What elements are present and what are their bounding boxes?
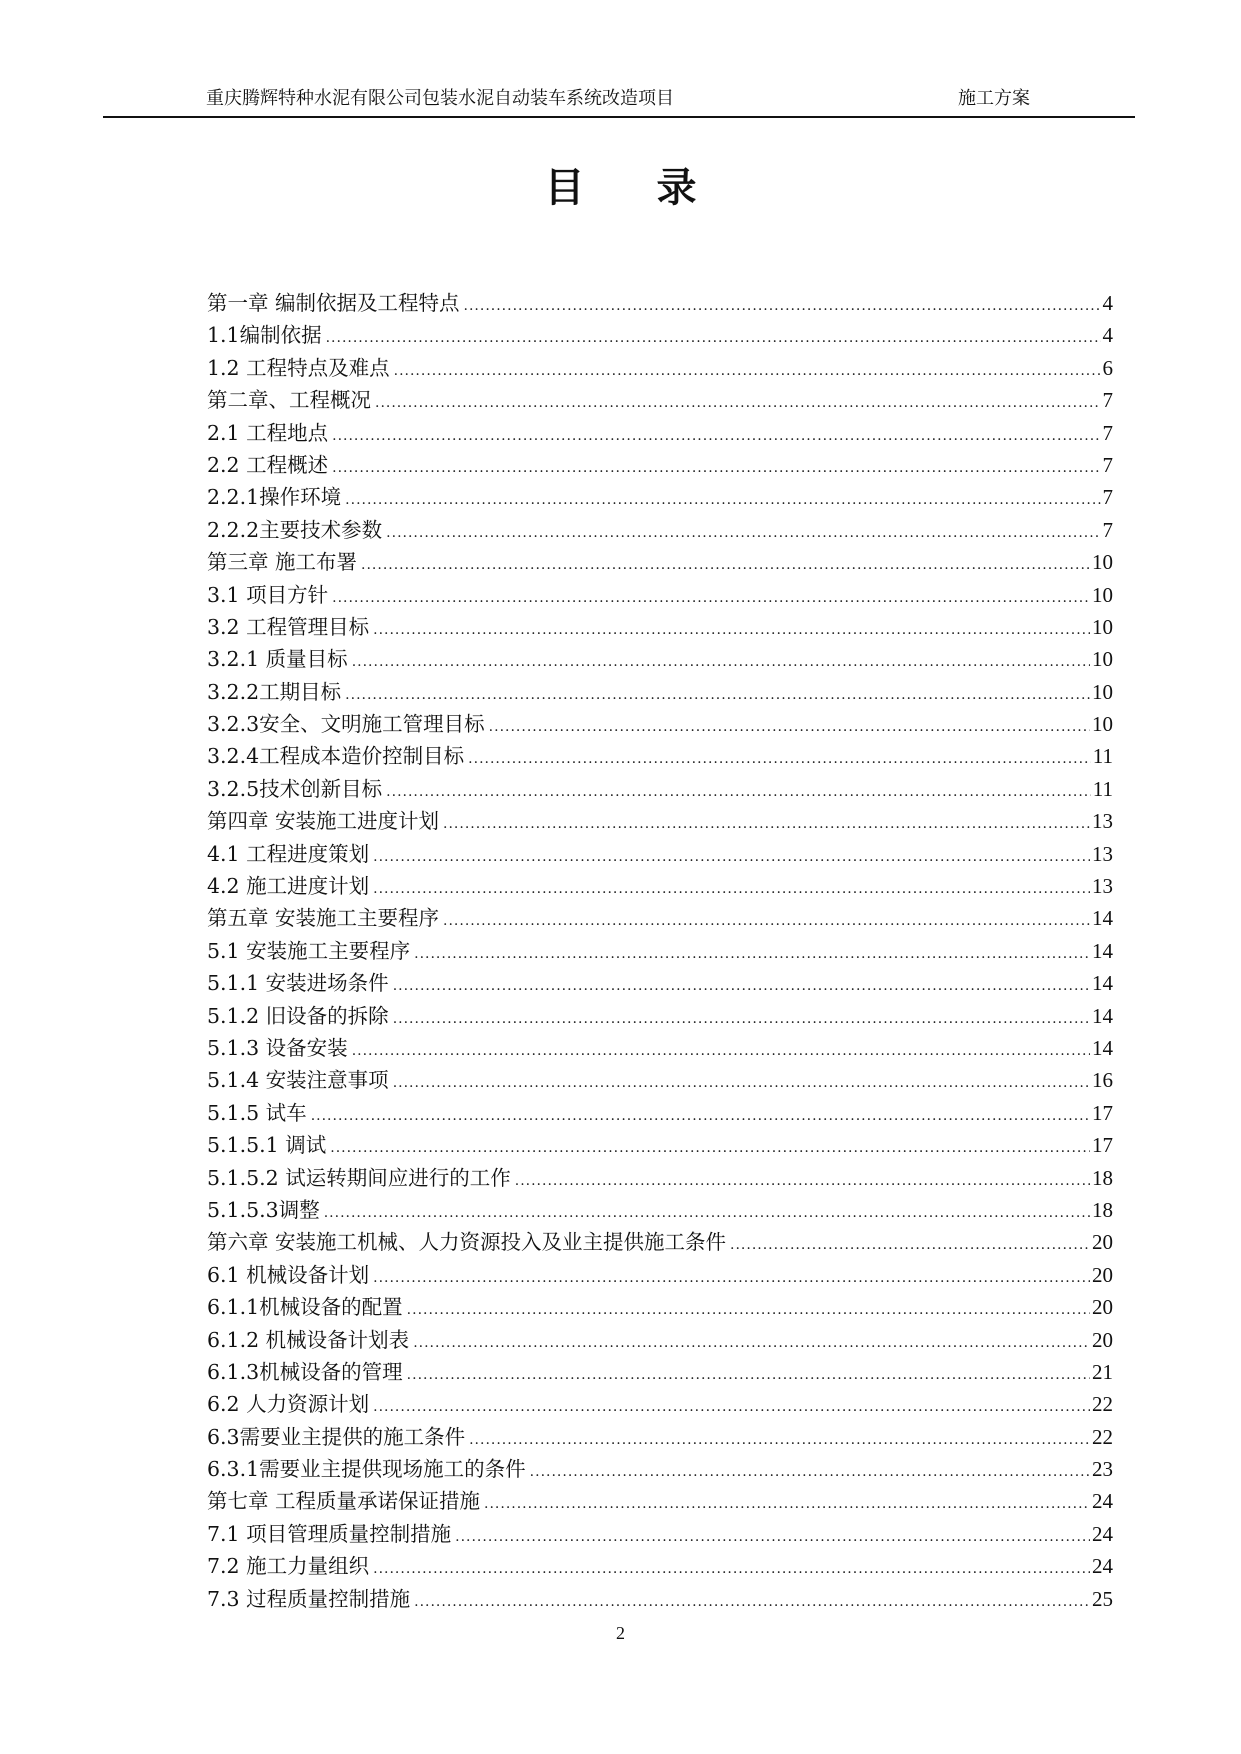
- toc-entry[interactable]: [207, 1162, 1113, 1194]
- toc-entry-label: 3.2.1 质量目标: [207, 647, 348, 672]
- toc-entry-label: 第二章、工程概况: [207, 388, 371, 413]
- toc-entry-page: 4: [1102, 291, 1113, 315]
- toc-entry-page: 13: [1092, 874, 1113, 899]
- toc-entry[interactable]: [207, 287, 1113, 319]
- toc-dot-leader: [469, 1424, 1090, 1456]
- toc-entry-page: 20: [1092, 1262, 1113, 1287]
- toc-entry-label: 6.2 人力资源计划: [207, 1392, 370, 1417]
- toc-entry-page: 25: [1092, 1586, 1113, 1611]
- toc-dot-leader: [345, 484, 1100, 516]
- toc-entry-label: 6.1.2 机械设备计划表: [207, 1327, 410, 1352]
- toc-entry[interactable]: [207, 1388, 1113, 1420]
- header-document-type: 施工方案: [958, 88, 1030, 109]
- toc-title: 目录: [544, 165, 769, 211]
- toc-entry-page: 13: [1092, 809, 1113, 834]
- page-number: 2: [616, 1623, 625, 1643]
- toc-entry[interactable]: [207, 1259, 1113, 1291]
- toc-entry[interactable]: [207, 870, 1113, 902]
- toc-dot-leader: [394, 355, 1101, 387]
- toc-entry-label: 第七章 工程质量承诺保证措施: [207, 1489, 481, 1514]
- toc-entry[interactable]: [207, 1000, 1113, 1032]
- toc-dot-leader: [393, 1067, 1090, 1099]
- toc-entry[interactable]: [207, 449, 1113, 481]
- toc-dot-leader: [324, 1197, 1090, 1229]
- toc-dot-leader: [530, 1456, 1090, 1488]
- toc-dot-leader: [326, 322, 1101, 354]
- toc-entry-label: 4.2 施工进度计划: [207, 874, 370, 899]
- toc-dot-leader: [373, 614, 1090, 646]
- toc-entry[interactable]: [207, 384, 1113, 416]
- toc-entry-page: 20: [1092, 1295, 1113, 1320]
- toc-entry[interactable]: [207, 481, 1113, 513]
- toc-entry-label: 2.2.2主要技术参数: [207, 517, 383, 542]
- toc-entry[interactable]: [207, 319, 1113, 351]
- toc-entry-label: 5.1.2 旧设备的拆除: [207, 1003, 389, 1028]
- toc-entry-page: 14: [1092, 906, 1113, 931]
- toc-entry-page: 16: [1092, 1068, 1113, 1093]
- toc-dot-leader: [352, 1035, 1090, 1067]
- toc-dot-leader: [489, 711, 1090, 743]
- toc-entry[interactable]: [207, 611, 1113, 643]
- toc-entry-label: 1.2 工程特点及难点: [207, 355, 390, 380]
- toc-dot-leader: [332, 582, 1090, 614]
- toc-entry-page: 7: [1102, 452, 1113, 477]
- toc-entry[interactable]: [207, 1356, 1113, 1388]
- toc-entry[interactable]: [207, 1421, 1113, 1453]
- toc-entry-page: 18: [1092, 1197, 1113, 1222]
- toc-dot-leader: [373, 873, 1090, 905]
- toc-entry[interactable]: [207, 1064, 1113, 1096]
- toc-entry-page: 10: [1092, 712, 1113, 737]
- toc-entry-label: 第六章 安装施工机械、人力资源投入及业主提供施工条件: [207, 1230, 727, 1255]
- toc-entry-label: 第一章 编制依据及工程特点: [207, 291, 460, 315]
- toc-entry-label: 6.3.1需要业主提供现场施工的条件: [207, 1457, 526, 1482]
- toc-entry-label: 第三章 施工布署: [207, 550, 358, 575]
- header-project-name: 重庆腾辉特种水泥有限公司包装水泥自动装车系统改造项目: [206, 88, 674, 109]
- toc-entry-page: 10: [1092, 679, 1113, 704]
- toc-entry-label: 3.2 工程管理目标: [207, 614, 370, 639]
- toc-entry-label: 5.1 安装施工主要程序: [207, 938, 411, 963]
- toc-dot-leader: [345, 679, 1090, 711]
- toc-entry-page: 7: [1102, 517, 1113, 542]
- toc-dot-leader: [373, 841, 1090, 873]
- toc-entry-label: 3.2.2工期目标: [207, 679, 342, 704]
- toc-entry[interactable]: [207, 773, 1113, 805]
- toc-entry[interactable]: [207, 643, 1113, 675]
- toc-entry-label: 2.2 工程概述: [207, 452, 329, 477]
- toc-entry-page: 10: [1092, 614, 1113, 639]
- toc-entry[interactable]: [207, 1129, 1113, 1161]
- toc-entry-page: 24: [1092, 1521, 1113, 1546]
- toc-entry-page: 20: [1092, 1230, 1113, 1255]
- toc-entry[interactable]: [207, 740, 1113, 772]
- toc-entry[interactable]: [207, 676, 1113, 708]
- toc-dot-leader: [468, 743, 1091, 775]
- toc-entry-page: 7: [1102, 420, 1113, 445]
- toc-entry-page: 6: [1102, 355, 1113, 380]
- toc-dot-leader: [330, 1132, 1090, 1164]
- toc-entry-page: 18: [1092, 1165, 1113, 1190]
- toc-entry[interactable]: [207, 1032, 1113, 1064]
- toc-entry-label: 6.3需要业主提供的施工条件: [207, 1424, 466, 1449]
- toc-entry-label: 第五章 安装施工主要程序: [207, 906, 440, 931]
- toc-entry-label: 3.2.5技术创新目标: [207, 776, 383, 801]
- toc-dot-leader: [730, 1229, 1090, 1261]
- toc-entry-label: 3.2.3安全、文明施工管理目标: [207, 712, 485, 737]
- toc-entry-label: 1.1编制依据: [207, 323, 322, 348]
- toc-entry-page: 14: [1092, 938, 1113, 963]
- toc-entry[interactable]: [207, 417, 1113, 449]
- toc-dot-leader: [414, 1586, 1090, 1618]
- toc-dot-leader: [352, 646, 1090, 678]
- toc-dot-leader: [413, 1327, 1090, 1359]
- toc-entry-page: 17: [1092, 1100, 1113, 1125]
- toc-entry-page: 4: [1102, 323, 1113, 348]
- toc-dot-leader: [375, 387, 1101, 419]
- toc-entry-label: 6.1 机械设备计划: [207, 1262, 370, 1287]
- toc-entry-page: 7: [1102, 388, 1113, 413]
- toc-entry-page: 14: [1092, 1035, 1113, 1060]
- toc-entry-label: 2.1 工程地点: [207, 420, 329, 445]
- toc-entry-page: 7: [1102, 485, 1113, 510]
- toc-entry-label: 5.1.5.1 调试: [207, 1133, 327, 1158]
- toc-entry-label: 7.2 施工力量组织: [207, 1554, 370, 1579]
- toc-entry-page: 11: [1092, 776, 1113, 801]
- toc-entry-page: 10: [1092, 582, 1113, 607]
- toc-dot-leader: [484, 1488, 1090, 1520]
- toc-entry-page: 22: [1092, 1392, 1113, 1417]
- toc-entry-page: 21: [1092, 1359, 1113, 1384]
- toc-dot-leader: [443, 905, 1090, 937]
- toc-dot-leader: [332, 452, 1100, 484]
- toc-entry-label: 5.1.4 安装注意事项: [207, 1068, 389, 1093]
- toc-entry-label: 6.1.1机械设备的配置: [207, 1295, 403, 1320]
- toc-entry-label: 5.1.5.3调整: [207, 1197, 320, 1222]
- toc-entry[interactable]: [207, 967, 1113, 999]
- toc-entry[interactable]: [207, 902, 1113, 934]
- toc-entry-page: 14: [1092, 1003, 1113, 1028]
- toc-dot-leader: [386, 517, 1100, 549]
- toc-entry-page: 20: [1092, 1327, 1113, 1352]
- toc-dot-leader: [414, 938, 1090, 970]
- toc-entry[interactable]: [207, 352, 1113, 384]
- toc-entry[interactable]: [207, 1583, 1113, 1615]
- toc-entry[interactable]: [207, 1518, 1113, 1550]
- toc-dot-leader: [373, 1553, 1090, 1585]
- toc-dot-leader: [443, 808, 1090, 840]
- toc-entry[interactable]: [207, 579, 1113, 611]
- toc-entry[interactable]: [207, 838, 1113, 870]
- toc-entry-page: 22: [1092, 1424, 1113, 1449]
- page-header: [103, 86, 1135, 118]
- toc-entry[interactable]: [207, 1194, 1113, 1226]
- toc-entry-page: 24: [1092, 1489, 1113, 1514]
- toc-entry-page: 14: [1092, 971, 1113, 996]
- toc-entry-page: 17: [1092, 1133, 1113, 1158]
- toc-entry-label: 5.1.1 安装进场条件: [207, 971, 389, 996]
- toc-entry-page: 24: [1092, 1554, 1113, 1579]
- toc-entry-page: 23: [1092, 1457, 1113, 1482]
- toc-entry-label: 2.2.1操作环境: [207, 485, 342, 510]
- toc-dot-leader: [332, 420, 1100, 452]
- toc-entry-label: 7.1 项目管理质量控制措施: [207, 1521, 452, 1546]
- toc-entry[interactable]: [207, 1097, 1113, 1129]
- toc-entry-label: 第四章 安装施工进度计划: [207, 809, 440, 834]
- toc-entry-label: 5.1.3 设备安装: [207, 1035, 348, 1060]
- table-of-contents: [207, 287, 1113, 1615]
- toc-dot-leader: [407, 1359, 1090, 1391]
- toc-dot-leader: [361, 549, 1090, 581]
- toc-entry-label: 7.3 过程质量控制措施: [207, 1586, 411, 1611]
- toc-entry[interactable]: [207, 514, 1113, 546]
- toc-entry[interactable]: [207, 1550, 1113, 1582]
- toc-entry-label: 3.1 项目方针: [207, 582, 329, 607]
- toc-entry[interactable]: [207, 546, 1113, 578]
- toc-entry-label: 3.2.4工程成本造价控制目标: [207, 744, 465, 769]
- toc-entry-label: 5.1.5.2 试运转期间应进行的工作: [207, 1165, 511, 1190]
- toc-dot-leader: [393, 970, 1090, 1002]
- toc-dot-leader: [311, 1100, 1090, 1132]
- toc-entry-page: 10: [1092, 550, 1113, 575]
- toc-dot-leader: [464, 290, 1101, 322]
- toc-entry-page: 13: [1092, 841, 1113, 866]
- toc-entry[interactable]: [207, 1226, 1113, 1258]
- toc-entry-label: 6.1.3机械设备的管理: [207, 1359, 403, 1384]
- toc-dot-leader: [407, 1294, 1090, 1326]
- toc-entry-page: 10: [1092, 647, 1113, 672]
- toc-entry[interactable]: [207, 708, 1113, 740]
- toc-dot-leader: [393, 1003, 1090, 1035]
- toc-entry[interactable]: [207, 1291, 1113, 1323]
- toc-entry[interactable]: [207, 1453, 1113, 1485]
- toc-entry-label: 4.1 工程进度策划: [207, 841, 370, 866]
- toc-entry[interactable]: [207, 1324, 1113, 1356]
- toc-dot-leader: [455, 1521, 1090, 1553]
- toc-dot-leader: [386, 776, 1091, 808]
- toc-entry[interactable]: [207, 935, 1113, 967]
- toc-entry-page: 11: [1092, 744, 1113, 769]
- toc-dot-leader: [515, 1165, 1090, 1197]
- toc-dot-leader: [373, 1262, 1090, 1294]
- toc-entry[interactable]: [207, 1485, 1113, 1517]
- toc-dot-leader: [373, 1391, 1090, 1423]
- toc-entry[interactable]: [207, 805, 1113, 837]
- toc-entry-label: 5.1.5 试车: [207, 1100, 307, 1125]
